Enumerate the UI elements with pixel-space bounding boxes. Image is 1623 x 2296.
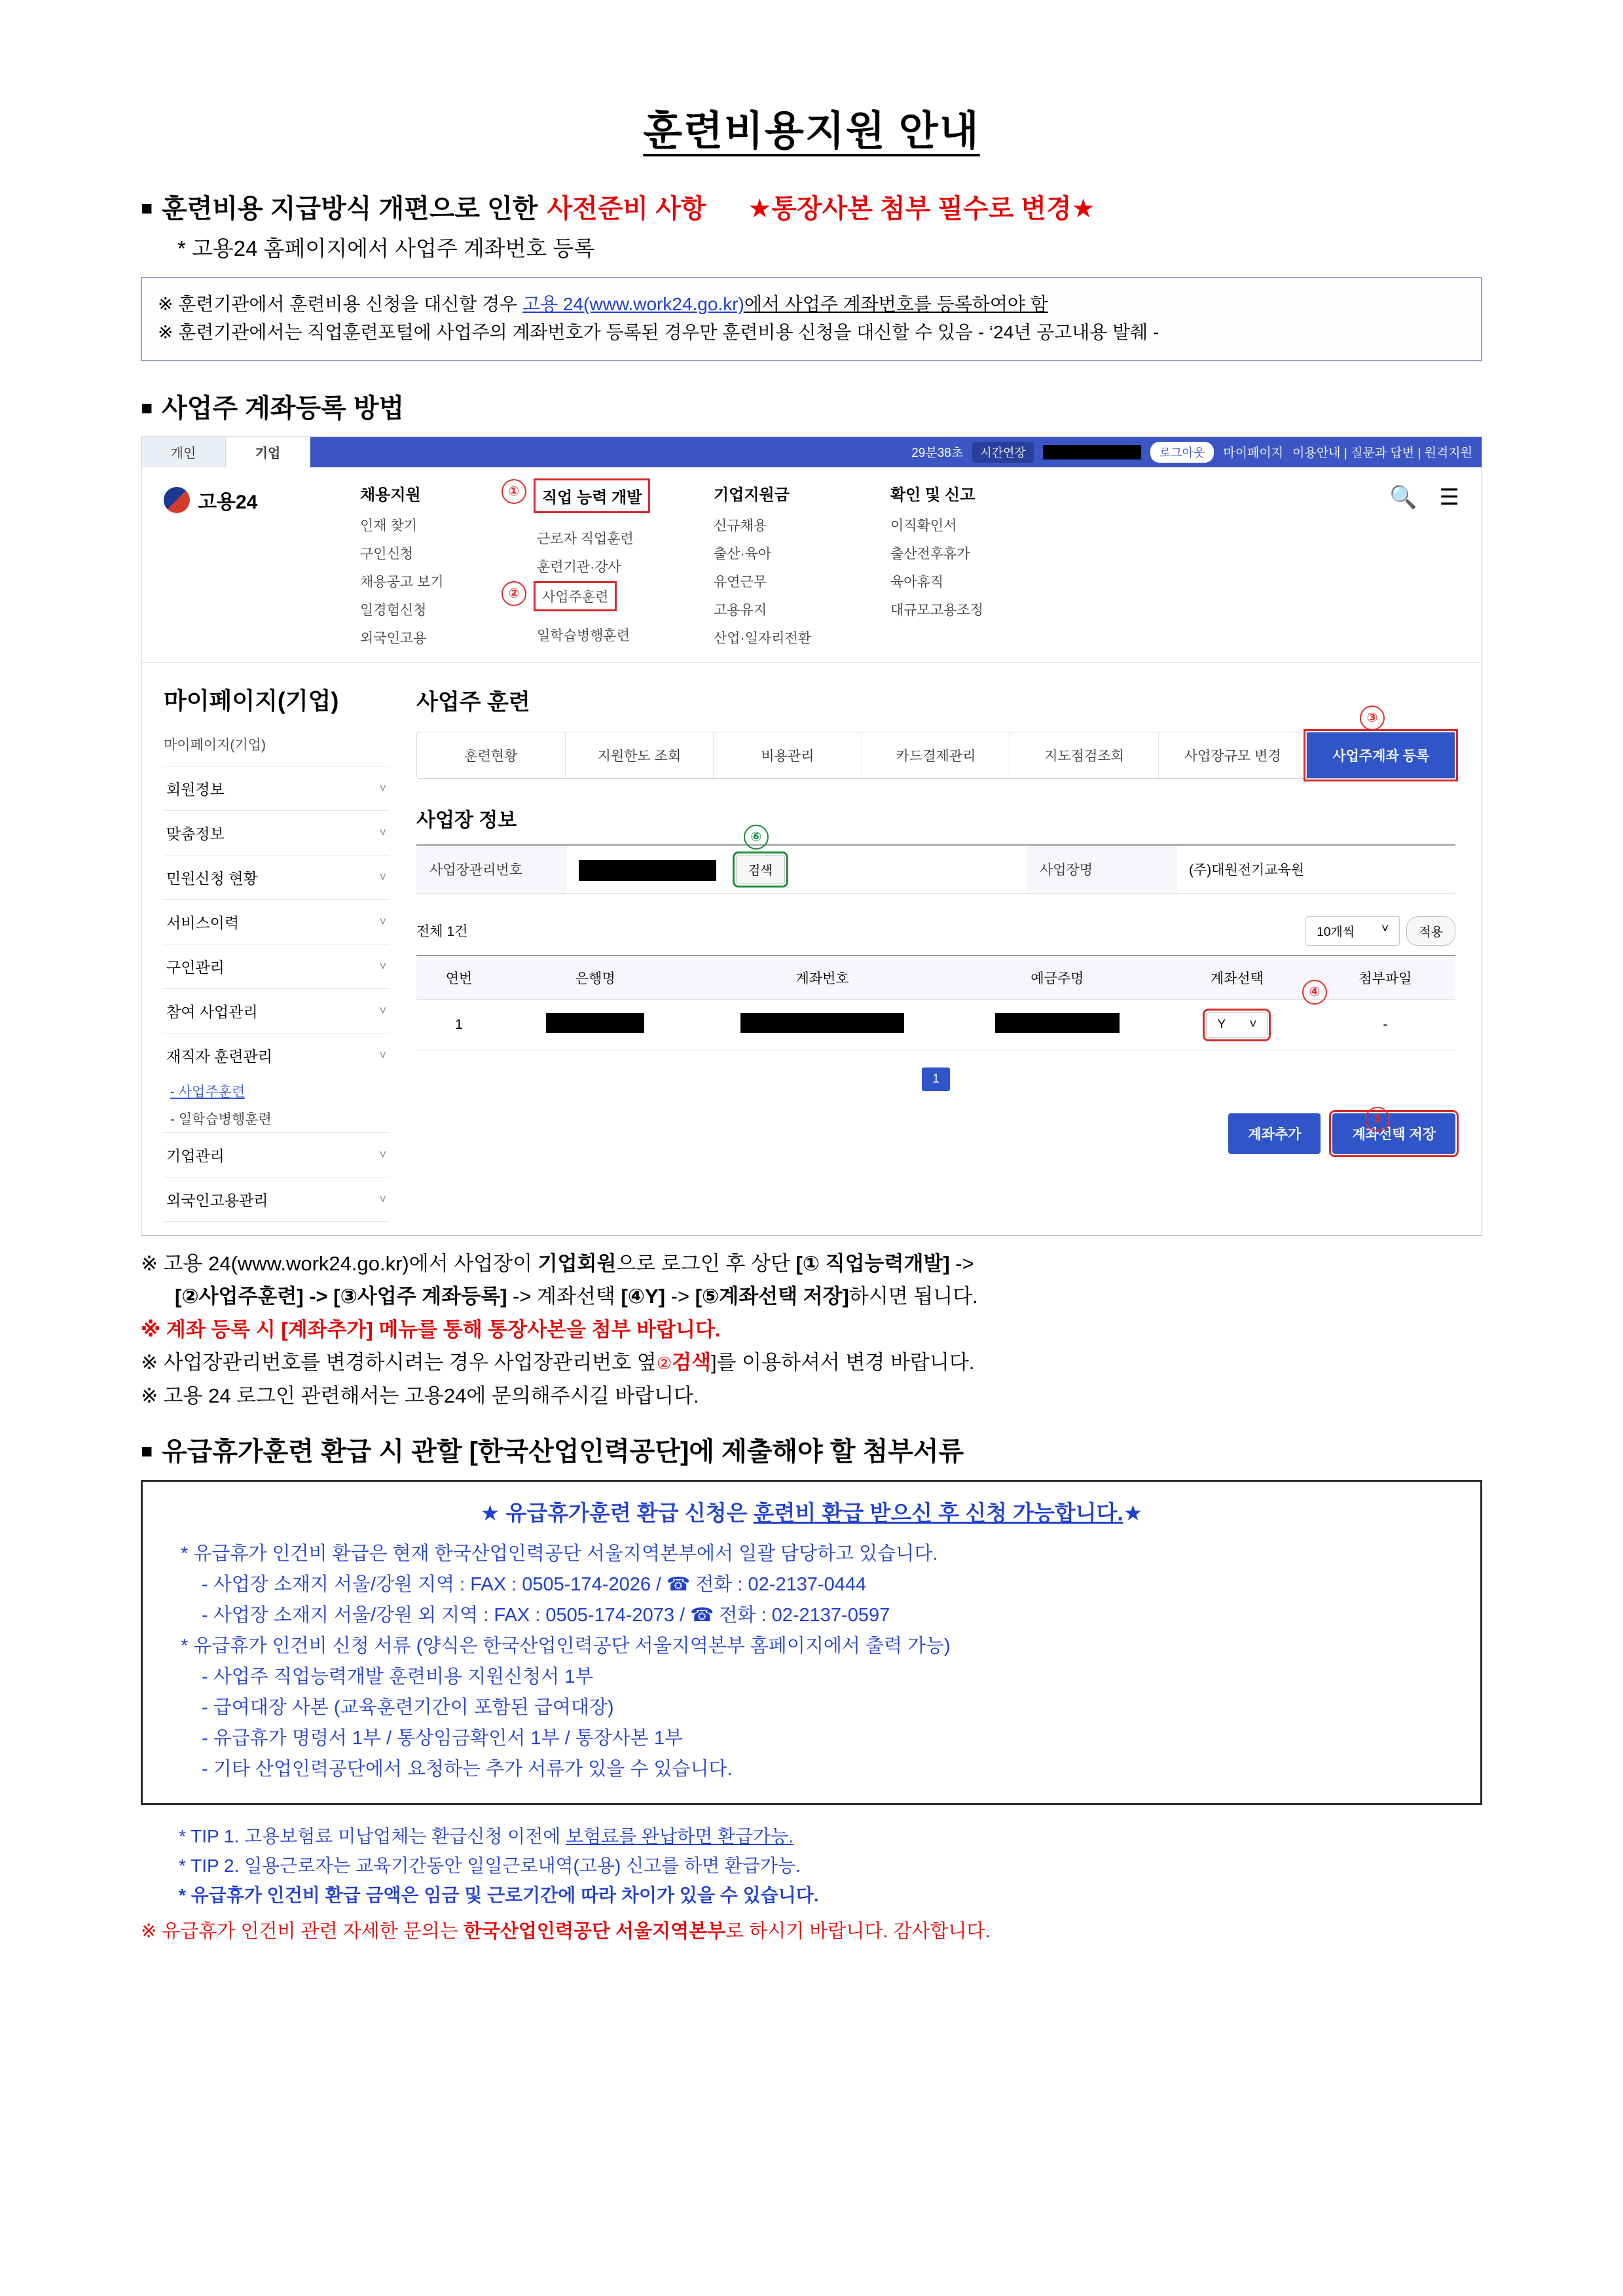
nav-item-report-0[interactable]: 이직확인서 (890, 518, 957, 533)
section-1-heading-c: ★통장사본 첨부 필수로 변경★ (748, 194, 1095, 223)
workplace-info-table (416, 830, 1455, 894)
nav-item-employer-training[interactable]: 사업주훈련 (537, 584, 613, 608)
add-account-button[interactable]: 계좌추가 (1228, 1113, 1321, 1154)
tip-line-1-b: 보험료를 완납하면 환급가능. (566, 1826, 793, 1847)
col-account: 계좌번호 (689, 956, 956, 1000)
shot-body (141, 663, 1482, 1235)
table-header-row (416, 956, 1455, 1000)
attachment-line-4: - 사업주 직업능력개발 훈련비용 지원신청서 1부 (202, 1666, 594, 1688)
nav-item-skill-3[interactable]: 일학습병행훈련 (537, 628, 630, 643)
section-3-heading (141, 1431, 1482, 1468)
attachment-line-7: - 기타 산업인력공단에서 요청하는 추가 서류가 있을 수 있습니다. (202, 1759, 733, 1780)
chevron-down-icon-4: ˅ (379, 959, 386, 973)
col-file: 첨부파일 (1315, 956, 1455, 1000)
label-workplace-name: 사업장명 (1027, 845, 1177, 894)
tips-block (141, 1822, 1482, 1910)
hamburger-menu-icon[interactable]: ☰ (1439, 484, 1459, 510)
section-1-heading-b: 사전준비 사항 (547, 194, 706, 223)
sidebar-item-incumbent-training[interactable] (164, 1033, 389, 1077)
attachment-info-box (141, 1480, 1482, 1805)
chevron-down-icon-2: ˅ (379, 870, 386, 884)
content-title: 사업주 훈련 (416, 689, 530, 715)
guide-line-2 (141, 1282, 1482, 1312)
tip-line-3: * 유급휴가 인건비 환급 금액은 임금 및 근로기간에 따라 차이가 있을 수 있습니다. (179, 1884, 819, 1905)
step-2-marker: ② (501, 581, 526, 606)
cell-no: 1 (416, 999, 501, 1050)
chevron-down-icon-pagesize: ˅ (1381, 922, 1389, 936)
attachment-line-6: - 유급휴가 명령서 1부 / 통상임금확인서 1부 / 통장사본 1부 (202, 1728, 683, 1749)
tab-support-limit[interactable]: 지원한도 조회 (566, 732, 714, 778)
redacted-bank (546, 1013, 644, 1033)
step-3-marker: ③ (1360, 706, 1385, 730)
footer-note (141, 1916, 1482, 1943)
chevron-down-icon-3: ˅ (379, 914, 386, 928)
gov-emblem-icon (164, 487, 190, 513)
tabrow-wrapper (416, 711, 1455, 779)
guide-line-4-d: ]를 이용하셔서 변경 바랍니다. (710, 1351, 975, 1374)
tip-line-1 (141, 1822, 1482, 1852)
guide-line-1-d: [① 직업능력개발] (795, 1251, 950, 1275)
shot-header (141, 467, 1482, 663)
nav-item-recruit-2[interactable]: 채용공고 보기 (360, 574, 444, 590)
note-line-1-pre: ※ 훈련기관에서 훈련비용 신청을 대신할 경우 (158, 294, 523, 314)
step-4-marker: ④ (1302, 980, 1327, 1005)
nav-title-recruit[interactable]: 채용지원 (360, 486, 421, 504)
col-bank: 은행명 (501, 956, 689, 1000)
attachment-line-5: - 급여대장 사본 (교육훈련기간이 포함된 급여대장) (202, 1697, 614, 1719)
guide-line-4-a: ※ 사업장관리번호를 변경하시려는 경우 사업장관리번호 옆 (141, 1351, 657, 1374)
sidebar-subtitle: 마이페이지(기업) (164, 737, 266, 753)
sidebar (141, 663, 403, 1235)
save-account-selection-button[interactable]: 계좌선택 저장 (1332, 1113, 1455, 1154)
tab-company-size[interactable]: 사업장규모 변경 (1159, 732, 1307, 778)
guide-line-2-e: [⑤계좌선택 저장] (695, 1285, 849, 1308)
sidebar-title: 마이페이지(기업) (164, 687, 339, 714)
sidebar-item-company-mgmt[interactable] (164, 1132, 389, 1177)
tab-inspection[interactable]: 지도점검조회 (1010, 732, 1159, 778)
account-select-dropdown[interactable] (1206, 1012, 1267, 1038)
work24-link[interactable]: 고용 24(www.work24.go.kr) (522, 294, 744, 314)
brand-logo[interactable] (164, 482, 360, 514)
guide-line-1 (141, 1249, 1482, 1280)
account-select-value: Y (1217, 1017, 1226, 1031)
nav-item-report-3[interactable]: 대규모고용조정 (890, 602, 984, 618)
tab-card-payment[interactable]: 카드결제관리 (862, 732, 1011, 778)
global-nav (360, 482, 1021, 656)
guide-line-2-b: -> 계좌선택 (507, 1285, 621, 1308)
sidebar-item-service-history[interactable] (164, 899, 389, 944)
tip-line-1-a: * TIP 1. 고용보험료 미납업체는 환급신청 이전에 (179, 1826, 566, 1847)
table-row (416, 845, 1455, 894)
section-1-heading (141, 188, 1482, 225)
sidebar-sublink-employer-training[interactable]: - 사업주훈련 (170, 1084, 246, 1100)
guide-line-2-d: -> (665, 1285, 695, 1308)
nav-item-fund-2[interactable]: 유연근무 (714, 574, 767, 590)
sidebar-item-member-info[interactable] (164, 766, 389, 810)
tab-personal[interactable]: 개인 (141, 437, 226, 467)
work24-screenshot (141, 437, 1482, 1236)
mypage-link[interactable]: 마이페이지 (1223, 446, 1284, 461)
search-icon[interactable]: 🔍 (1389, 484, 1417, 510)
sidebar-item-label-5: 참여 사업관리 (166, 1003, 258, 1020)
attachment-line-0: * 유급휴가 인건비 환급은 현재 한국산업인력공단 서울지역본부에서 일괄 담당하고 있습니다. (181, 1543, 938, 1565)
tab-cost-mgmt[interactable]: 비용관리 (714, 732, 862, 778)
extend-session-button[interactable]: 시간연장 (972, 442, 1034, 463)
content-tabs (416, 732, 1455, 779)
pagination (416, 1067, 1455, 1091)
table-row (416, 999, 1455, 1050)
nav-col-recruit (360, 482, 491, 656)
redacted-holder (995, 1013, 1120, 1033)
chevron-down-icon-8: ˅ (379, 1192, 386, 1206)
header-icons (1389, 482, 1459, 511)
cell-workplace-number (567, 830, 1027, 894)
bullet-square-icon: ■ (141, 198, 153, 219)
bullet-square-icon-3: ■ (141, 1441, 153, 1463)
account-grid-wrapper (416, 955, 1455, 1050)
guide-line-4-c: 검색 (672, 1351, 711, 1374)
list-toolbar-right (1305, 916, 1455, 946)
footer-note-b: 한국산업인력공단 서울지역본부 (463, 1921, 726, 1943)
sidebar-item-label-6: 재직자 훈련관리 (166, 1047, 272, 1065)
account-table (416, 955, 1455, 1050)
chevron-down-icon-select: ˅ (1249, 1017, 1257, 1031)
nav-item-skill-1[interactable]: 훈련기관·강사 (537, 559, 621, 575)
attachment-box-title-b: 훈련비 환급 받으신 후 신청 가능합니다. (753, 1501, 1123, 1526)
section-2-heading-text: 사업주 계좌등록 방법 (162, 393, 405, 423)
col-no: 연번 (416, 956, 501, 1000)
chevron-down-icon-0: ˅ (379, 781, 386, 795)
nav-col-skill (508, 482, 668, 656)
sidebar-item-label-7: 기업관리 (166, 1147, 225, 1164)
tab-training-status[interactable]: 훈련현황 (417, 732, 566, 778)
sidebar-item-label-1: 맞춤정보 (166, 825, 225, 842)
content-area (403, 663, 1482, 1235)
nav-col-report (890, 482, 1021, 656)
session-timer: 29분38초 (911, 446, 964, 461)
guide-line-1-a: ※ 고용 24(www.work24.go.kr)에서 사업장이 (141, 1251, 538, 1275)
step-1-marker: ① (501, 479, 526, 504)
cell-select (1159, 999, 1315, 1050)
page-size-value: 10개씩 (1317, 925, 1355, 939)
chevron-down-icon-1: ˅ (379, 825, 386, 839)
action-buttons (416, 1113, 1455, 1154)
nav-item-recruit-4[interactable]: 외국인고용 (360, 630, 427, 646)
sidebar-item-label-3: 서비스이력 (166, 914, 240, 931)
apply-button[interactable]: 적용 (1406, 916, 1455, 946)
page-size-select[interactable] (1305, 916, 1400, 946)
chevron-down-icon-5: ˅ (379, 1003, 386, 1017)
topbar-links[interactable]: 이용안내 | 질문과 답변 | 원격지원 (1292, 446, 1472, 461)
nav-col-fund (714, 482, 845, 656)
guide-line-2-a: [②사업주훈련] -> [③사업주 계좌등록] (175, 1285, 507, 1308)
section-2-heading (141, 387, 1482, 425)
col-holder: 예금주명 (956, 956, 1159, 1000)
cell-file: - (1315, 999, 1455, 1050)
nav-item-recruit-3[interactable]: 일경험신청 (360, 602, 427, 618)
value-workplace-name: (주)대원전기교육원 (1177, 845, 1455, 894)
guide-line-1-e: -> (949, 1251, 974, 1275)
step-6-marker: ⑥ (744, 825, 769, 850)
cell-account (689, 999, 956, 1050)
sidebar-item-label-0: 회원정보 (166, 780, 225, 798)
nav-item-report-2[interactable]: 육아휴직 (890, 574, 944, 590)
shot-topbar-right (911, 442, 1472, 463)
redacted-account (740, 1013, 904, 1033)
label-workplace-number: 사업장관리번호 (416, 845, 567, 894)
section-1-subline: * 고용24 홈페이지에서 사업주 계좌번호 등록 (177, 236, 595, 260)
redacted-block-topbar (1043, 445, 1141, 459)
sidebar-item-label-2: 민원신청 현황 (166, 869, 258, 887)
nav-title-fund[interactable]: 기업지원금 (714, 486, 790, 504)
attachment-box-title-a: ★ 유급휴가훈련 환급 신청은 (480, 1501, 754, 1526)
brand-name: 고용24 (198, 491, 258, 513)
note-line-1 (158, 290, 1465, 318)
logout-button[interactable]: 로그아웃 (1150, 442, 1214, 463)
page-title: 훈련비용지원 안내 (643, 109, 980, 154)
footer-note-c: 로 하시기 바랍니다. 감사합니다. (725, 1921, 991, 1943)
sidebar-item-custom-info[interactable] (164, 810, 389, 855)
footer-note-a: ※ 유급휴가 인건비 관련 자세한 문의는 (141, 1921, 464, 1943)
tab-employer-account-register[interactable]: 사업주계좌 등록 (1307, 732, 1455, 778)
section-3-heading-text: 유급휴가훈련 환급 시 관할 [한국산업인력공단]에 제출해야 할 첨부서류 (162, 1437, 964, 1467)
sidebar-item-label-4: 구인관리 (166, 958, 225, 976)
step-5-marker: ⑤ (1365, 1107, 1390, 1132)
nav-item-report-1[interactable]: 출산전후휴가 (890, 546, 970, 562)
shot-topbar (141, 437, 1482, 467)
sidebar-item-application-status[interactable] (164, 855, 389, 899)
nav-item-recruit-1[interactable]: 구인신청 (360, 546, 414, 562)
guide-line-3: ※ 계좌 등록 시 [계좌추가] 메뉴를 통해 통장사본을 첨부 바랍니다. (141, 1318, 721, 1341)
guide-line-1-b: 기업회원 (538, 1251, 617, 1275)
nav-item-fund-0[interactable]: 신규채용 (714, 518, 767, 533)
sidebar-sublink-work-learning[interactable]: - 일학습병행훈련 (170, 1111, 272, 1127)
redacted-workplace-number (579, 860, 716, 881)
attachment-box-title (165, 1496, 1458, 1527)
attachment-box-title-c: ★ (1123, 1501, 1143, 1526)
section-1-heading-a: 훈련비용 지급방식 개편으로 인한 (162, 194, 538, 223)
sidebar-item-foreign-employment[interactable] (164, 1177, 389, 1222)
nav-item-fund-1[interactable]: 출산·육아 (714, 546, 772, 562)
search-button[interactable]: 검색 (736, 855, 785, 884)
shot-topbar-tabs (141, 437, 310, 467)
nav-item-fund-4[interactable]: 산업·일자리전환 (714, 630, 811, 646)
attachment-line-1: - 사업장 소재지 서울/강원 지역 : FAX : 0505-174-2026 / ☎ 전화 : 02-2137-0444 (202, 1574, 867, 1596)
nav-item-recruit-0[interactable]: 인재 찾기 (360, 518, 417, 533)
sidebar-item-projects[interactable] (164, 988, 389, 1033)
guide-line-4: ※ 사업장관리번호를 변경하시려는 경우 사업장관리번호 옆②검색]를 이용하셔서 변경 바랍니다. (141, 1351, 975, 1374)
col-select: 계좌선택 (1159, 956, 1315, 1000)
tab-company[interactable]: 기업 (226, 437, 310, 467)
nav-title-report[interactable]: 확인 및 신고 (890, 486, 976, 504)
attachment-line-2: - 사업장 소재지 서울/강원 외 지역 : FAX : 0505-174-2073 / ☎ 전화 : 02-2137-0597 (202, 1605, 890, 1626)
guide-line-2-f: 하시면 됩니다. (848, 1285, 978, 1308)
nav-item-skill-0[interactable]: 근로자 직업훈련 (537, 531, 634, 547)
note-line-1-post: 에서 사업주 계좌번호를 등록하여야 함 (744, 294, 1048, 314)
nav-item-fund-3[interactable]: 고용유지 (714, 602, 767, 618)
nav-title-skill[interactable]: 직업 능력 개발 (537, 482, 647, 510)
chevron-down-icon-7: ˅ (379, 1147, 386, 1161)
guide-line-1-c: 으로 로그인 후 상단 (616, 1251, 796, 1275)
cell-holder (956, 999, 1159, 1050)
page-1-button[interactable]: 1 (922, 1067, 950, 1091)
action-buttons-wrapper (416, 1113, 1455, 1154)
sidebar-item-job-offer[interactable] (164, 944, 389, 988)
attachment-line-3: * 유급휴가 인건비 신청 서류 (양식은 한국산업인력공단 서울지역본부 홈페이지에서 출력 가능) (181, 1636, 951, 1657)
guide-line-2-c: [④Y] (621, 1285, 666, 1308)
cell-bank (501, 999, 689, 1050)
sidebar-item-label-8: 외국인고용관리 (166, 1191, 268, 1209)
bullet-square-icon-2: ■ (141, 397, 153, 419)
total-count: 전체 1건 (416, 924, 468, 940)
chevron-down-icon-6: ˅ (379, 1048, 386, 1062)
guide-line-5: ※ 고용 24 로그인 관련해서는 고용24에 문의해주시길 바랍니다. (141, 1384, 699, 1407)
tip-line-2: * TIP 2. 일용근로자는 교육기간동안 일일근로내역(고용) 신고를 하면 환급가능. (179, 1855, 801, 1876)
note-box (141, 277, 1482, 361)
content-subtitle: 사업장 정보 (416, 809, 517, 831)
note-line-2: ※ 훈련기관에서는 직업훈련포털에 사업주의 계좌번호가 등록된 경우만 훈련비용 신청을 대신할 수 있음 - ‘24년 공고내용 발췌 - (158, 322, 1159, 343)
list-toolbar (416, 916, 1455, 946)
